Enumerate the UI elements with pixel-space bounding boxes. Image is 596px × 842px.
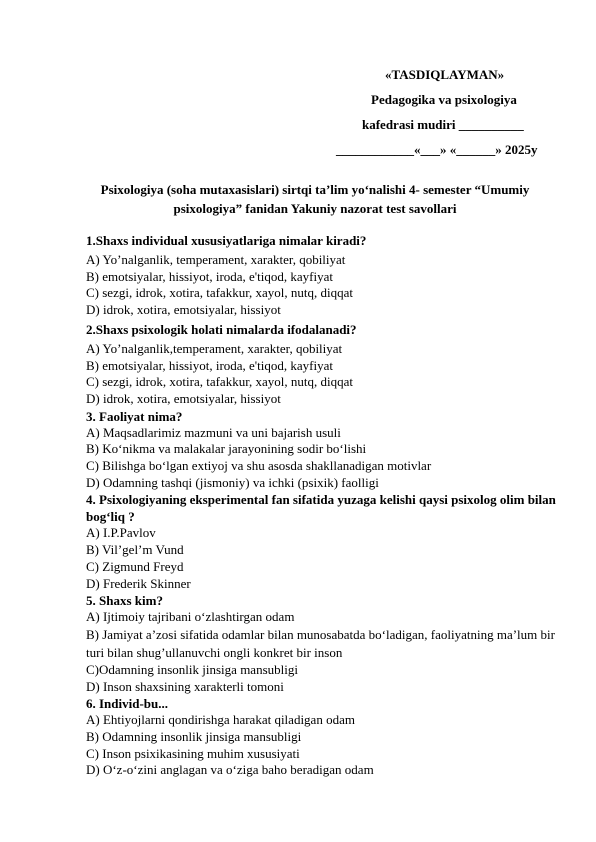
question-block	[86, 408, 556, 492]
answer-option: C)Odamning insonlik jinsiga mansubligi	[86, 661, 298, 677]
question-text: 6. Individ-bu...	[86, 696, 169, 712]
answer-option: D) Inson shaxsining xarakterli tomoni	[86, 678, 284, 694]
document-title: Psixologiya (soha mutaxasislari) sirtqi ta’lim yo‘nalishi 4- semester “Umumiy psixologiya” fanidan Yakuniy nazorat test savollari	[100, 182, 530, 216]
answer-option: C) Bilishga bo‘lgan extiyoj va shu asosda shakllanadigan motivlar	[86, 458, 432, 474]
answer-option: A) Yo’nalganlik, temperament, xarakter, qobiliyat	[86, 252, 346, 267]
department-name: Pedagogika va psixologiya	[371, 92, 517, 107]
answer-option: C) sezgi, idrok, xotira, tafakkur, xayol, nutq, diqqat	[86, 285, 354, 301]
answer-option: A) Maqsadlarimiz mazmuni va uni bajarish usuli	[86, 424, 341, 440]
question-list	[86, 232, 556, 779]
question-text: 3. Faoliyat nima?	[86, 408, 183, 424]
answer-option: B) Jamiyat a’zosi sifatida odamlar bilan munosabatda bo‘ladigan, faoliyatning ma’lum bir turi bilan shug’ullanuvchi ongli konkret bir inson	[86, 626, 555, 660]
head-signature-line: kafedrasi mudiri __________	[362, 117, 524, 132]
answer-option: C) sezgi, idrok, xotira, tafakkur, xayol, nutq, diqqat	[86, 374, 354, 390]
question-block	[86, 695, 556, 779]
answer-option: C) Inson psixikasining muhim xususiyati	[86, 745, 300, 761]
approval-heading: «TASDIQLAYMAN»	[385, 67, 505, 82]
question-text: 1.Shaxs individual xususiyatlariga nimalar kiradi?	[86, 233, 367, 248]
question-block	[86, 232, 556, 319]
answer-option: A) I.P.Pavlov	[86, 525, 156, 541]
answer-option: D) idrok, xotira, emotsiyalar, hissiyot	[86, 390, 281, 406]
answer-option: A) Ehtiyojlarni qondirishga harakat qiladigan odam	[86, 712, 355, 728]
question-text: 4. Psixologiyaning eksperimental fan sifatida yuzaga kelishi qaysi psixolog olim bilan bog‘liq ?	[86, 492, 556, 525]
answer-option: D) Odamning tashqi (jismoniy) va ichki (psixik) faolligi	[86, 474, 379, 490]
question-block	[86, 491, 556, 592]
question-block	[86, 321, 556, 408]
answer-option: B) Ko‘nikma va malakalar jarayonining sodir bo‘lishi	[86, 441, 367, 457]
answer-option: D) idrok, xotira, emotsiyalar, hissiyot	[86, 302, 281, 318]
question-text: 2.Shaxs psixologik holati nimalarda ifodalanadi?	[86, 321, 357, 337]
answer-option: B) emotsiyalar, hissiyot, iroda, e'tiqod, kayfiyat	[86, 268, 333, 284]
answer-option: D) Frederik Skinner	[86, 575, 191, 591]
question-text: 5. Shaxs kim?	[86, 593, 163, 609]
answer-option: A) Ijtimoiy tajribani o‘zlashtirgan odam	[86, 609, 295, 625]
answer-option: B) emotsiyalar, hissiyot, iroda, e'tiqod, kayfiyat	[86, 357, 333, 373]
answer-option: B) Odamning insonlik jinsiga mansubligi	[86, 729, 302, 745]
question-block	[86, 592, 556, 695]
answer-option: C) Zigmund Freyd	[86, 558, 184, 574]
answer-option: D) O‘z-o‘zini anglagan va o‘ziga baho beradigan odam	[86, 762, 374, 778]
answer-option: B) Vil’gel’m Vund	[86, 542, 184, 558]
date-line: ____________«___» «______» 2025y	[336, 142, 538, 157]
answer-option: A) Yo’nalganlik,temperament, xarakter, qobiliyat	[86, 340, 343, 356]
